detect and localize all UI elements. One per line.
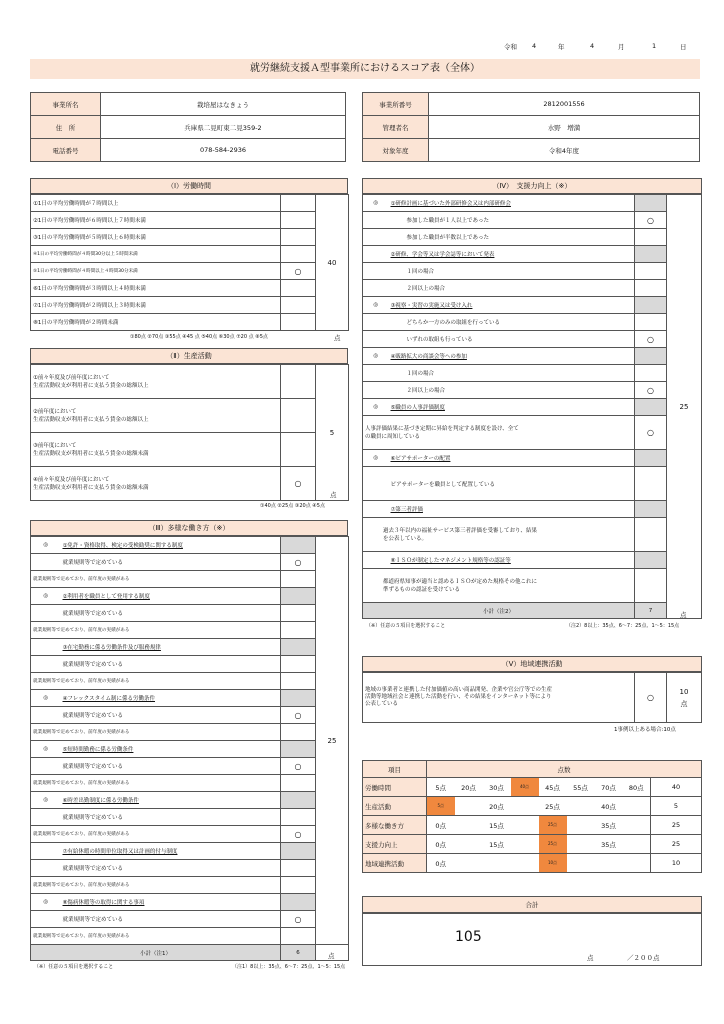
s3-item-3-heading: ③在宅勤務に係る労働条件及び服務規律: [61, 639, 281, 656]
s3-item-2-option-a: 就業規則等で定めている: [61, 605, 281, 622]
s4-row-6-marker: [363, 280, 389, 297]
s4-mark-12: ○: [635, 382, 667, 399]
s3-item-3-blank: [281, 639, 316, 656]
s5-text: [363, 673, 635, 723]
s3-item-3-option-a: 就業規則等で定めている: [61, 656, 281, 673]
score-row-2-cell-2: [455, 797, 483, 816]
s3-item-7-option-b: 就業規則等で定めており、前年度の実績がある: [31, 877, 281, 894]
s3-item-6-blank: [281, 792, 316, 809]
score-table: [362, 760, 702, 873]
s2-row-2-line-2: 生産活動収支が利用者に支払う賃金の総額以上: [33, 416, 149, 423]
info-table-right: [362, 92, 700, 162]
section-3-table: [30, 536, 349, 961]
s4-third-heading: ⑦第三者評価: [389, 501, 635, 518]
s4-row-7-marker: ◎: [363, 297, 389, 314]
score-row-2-cell-8: [623, 797, 651, 816]
s3-item-7-marker: [31, 843, 61, 860]
s2-row-1-line-2: 生産活動収支が利用者に支払う賃金の総額以上: [33, 382, 149, 389]
s4-third-text: [363, 518, 635, 552]
section-2-table: [30, 364, 349, 501]
s4-mark-2: ○: [635, 212, 667, 229]
score-row-3-cell-1: 0点: [427, 816, 455, 835]
s3-item-2-heading: ②利用者を職員として登用する制度: [61, 588, 281, 605]
s4-iso-blank: [635, 552, 667, 569]
score-row-4-cell-4: [511, 835, 539, 854]
date-year-unit: 年: [558, 43, 565, 51]
s1-row-3: ③1日の平均労働時間が５時間以上６時間未満: [31, 229, 281, 246]
s5-line-2: 活動等地域社会と連携した活動を行い、その結果をインターネット等により: [365, 694, 552, 700]
score-row-2-cell-3: 20点: [483, 797, 511, 816]
score-row-5-cell-7: [595, 854, 623, 873]
s3-item-7-heading: ⑦有給休暇の時間単位取得又は計画的付与制度: [61, 843, 281, 860]
score-row-5-cell-6: [567, 854, 595, 873]
s3-item-4-mark-b: [281, 724, 316, 741]
score-row-3-cell-6: [567, 816, 595, 835]
s2-row-4: [31, 467, 281, 501]
s3-item-3-mark-b: [281, 673, 316, 690]
s4-third-blank: [635, 501, 667, 518]
s2-mark-1: [281, 365, 316, 399]
s3-item-7-option-a: 就業規則等で定めている: [61, 860, 281, 877]
s4-row-10: ④販路拡大の商談会等への参加: [389, 348, 635, 365]
score-row-1-cell-6: 55点: [567, 778, 595, 797]
s1-score: 40: [316, 195, 349, 331]
s4-third-line-2: を公表している。: [383, 535, 428, 542]
s3-item-7-mark-a: [281, 860, 316, 877]
s1-row-1: ①1日の平均労働時間が７時間以上: [31, 195, 281, 212]
s3-item-7-mark-b: [281, 877, 316, 894]
s4-note-right: （注2）8以上：35点、6～7：25点、1～5：15点: [566, 623, 680, 629]
s5-line-3: 公表している: [365, 701, 399, 707]
s1-unit: 点: [334, 334, 341, 342]
s4-iso-heading: ⑧ＩＳＯが制定したマネジメント規格等の認証等: [389, 552, 635, 569]
s3-item-1-marker: ◎: [31, 537, 61, 554]
score-header-item: 項目: [363, 761, 427, 778]
s3-score: 25: [316, 537, 349, 945]
s4-peer-marker: ◎: [363, 450, 389, 467]
s3-item-4-pad-a: [31, 707, 61, 724]
s3-item-8-blank: [281, 894, 316, 911]
address-value: 兵庫県二見町東二見359-2: [101, 116, 346, 139]
s1-mark-6: [281, 280, 316, 297]
s3-item-6-pad-a: [31, 809, 61, 826]
s4-mark-11: [635, 365, 667, 382]
s4-third-mark: [635, 518, 667, 552]
score-row-2-cell-4: [511, 797, 539, 816]
score-row-1-cell-5: 45点: [539, 778, 567, 797]
s3-subtotal: 6: [281, 945, 316, 961]
s3-item-8-heading: ⑧傷病休暇等の取得に関する事項: [61, 894, 281, 911]
s1-mark-4: [281, 246, 316, 263]
s3-item-5-marker: ◎: [31, 741, 61, 758]
s2-row-2-line-1: ②前年度において: [33, 408, 77, 415]
s2-row-1: [31, 365, 281, 399]
score-row-4-cell-2: [455, 835, 483, 854]
section-5-title: （Ⅴ）地域連携活動: [362, 656, 702, 672]
s3-item-1-mark-a: ○: [281, 554, 316, 571]
section-3-title: （Ⅲ）多様な働き方（※）: [30, 520, 348, 536]
s2-mark-4: ○: [281, 467, 316, 501]
s1-row-8: ⑧1日の平均労働時間が２時間未満: [31, 314, 281, 331]
total-value: 105: [455, 929, 482, 945]
score-row-5-label: 地域連携活動: [363, 854, 427, 873]
s4-row-3-marker: [363, 229, 389, 246]
s3-item-4-heading: ④フレックスタイム制に係る労働条件: [61, 690, 281, 707]
score-row-4-cell-1: 0点: [427, 835, 455, 854]
section-5-table: [362, 672, 702, 723]
s3-unit: 点: [328, 952, 335, 960]
s3-item-3-marker: [31, 639, 61, 656]
score-row-5-cell-4: [511, 854, 539, 873]
s4-row-2-marker: [363, 212, 389, 229]
s4-score: 25: [667, 195, 702, 619]
s3-item-2-mark-b: [281, 622, 316, 639]
s4-third-pad: [363, 501, 389, 518]
s3-item-6-option-b: 就業規則等で定めており、前年度の実績がある: [31, 826, 281, 843]
office-label: 事業所名: [31, 93, 101, 116]
score-row-5-cell-2: [455, 854, 483, 873]
s4-mark-6: [635, 280, 667, 297]
s5-note: 1事例以上ある場合:10点: [614, 727, 676, 733]
s3-item-5-option-a: 就業規則等で定めている: [61, 758, 281, 775]
s4-row-6: ２回以上の場合: [389, 280, 635, 297]
date-era: 令和: [504, 43, 517, 51]
score-row-1-cell-4: 40点: [511, 778, 539, 797]
s2-score: 5: [316, 365, 349, 501]
s1-mark-7: [281, 297, 316, 314]
s1-row-5: ⑤1日の平均労働時間が４時間以上４時間30分未満: [31, 263, 281, 280]
score-row-3-cell-4: [511, 816, 539, 835]
s4-row-11: １回の場合: [389, 365, 635, 382]
s3-item-1-option-b: 就業規則等で定めており、前年度の実績がある: [31, 571, 281, 588]
s3-item-5-mark-b: [281, 775, 316, 792]
s4-row-1-marker: ◎: [363, 195, 389, 212]
s3-item-3-option-b: 就業規則等で定めており、前年度の実績がある: [31, 673, 281, 690]
s4-mark-8: [635, 314, 667, 331]
s3-item-8-marker: ◎: [31, 894, 61, 911]
s4-row-13: ⑤職員の人事評価制度: [389, 399, 635, 416]
score-row-4-cell-5: 25点: [539, 835, 567, 854]
s3-item-4-mark-a: ○: [281, 707, 316, 724]
s3-item-1-option-a: 就業規則等で定めている: [61, 554, 281, 571]
score-row-2-total: 5: [651, 797, 702, 816]
date-month: 4: [590, 42, 595, 50]
s2-note: ①40点 ②25点 ③20点 ④5点: [260, 503, 325, 509]
s3-item-5-pad-a: [31, 758, 61, 775]
number-label: 事業所番号: [363, 93, 429, 116]
s1-row-2: ②1日の平均労働時間が６時間以上７時間未満: [31, 212, 281, 229]
s4-row-9-marker: [363, 331, 389, 348]
s4-row-4: ②研修、学会等又は学会誌等において発表: [389, 246, 635, 263]
total-max: ／２００点: [627, 954, 660, 962]
s3-item-4-marker: ◎: [31, 690, 61, 707]
s2-row-2: [31, 399, 281, 433]
s1-row-4: ④1日の平均労働時間が４時間30分以上５時間未満: [31, 246, 281, 263]
s3-item-8-mark-a: ○: [281, 911, 316, 928]
s2-unit: 点: [330, 491, 337, 499]
s3-item-5-blank: [281, 741, 316, 758]
s4-eval-line-1: 人事評価結果に基づき定期に昇給を判定する制度を設け、全て: [365, 425, 519, 432]
s4-subtotal-label: 小計（注2）: [363, 603, 635, 619]
s4-row-12-marker: [363, 382, 389, 399]
s4-row-2: 参加した職員が１人以上であった: [389, 212, 635, 229]
s4-mark-9: ○: [635, 331, 667, 348]
s3-item-6-option-a: 就業規則等で定めている: [61, 809, 281, 826]
s4-row-13-marker: ◎: [363, 399, 389, 416]
s4-row-10-marker: ◎: [363, 348, 389, 365]
score-header-points: 点数: [427, 761, 702, 778]
s1-mark-5: ○: [281, 263, 316, 280]
date-day-unit: 日: [680, 43, 687, 51]
page-title: 就労継続支援Ａ型事業所におけるスコア表（全体）: [30, 59, 700, 79]
s4-row-7: ③視察・実習の実施又は受け入れ: [389, 297, 635, 314]
score-row-5-cell-1: 0点: [427, 854, 455, 873]
s4-peer-heading: ⑥ピアサポーターの配置: [389, 450, 635, 467]
s5-score-cell: [667, 673, 702, 723]
s4-mark-3: [635, 229, 667, 246]
s3-item-1-mark-b: [281, 571, 316, 588]
s3-item-2-option-b: 就業規則等で定めており、前年度の実績がある: [31, 622, 281, 639]
year-label: 対象年度: [363, 139, 429, 162]
score-row-3-cell-5: 25点: [539, 816, 567, 835]
s4-row-4-marker: [363, 246, 389, 263]
s2-row-3: [31, 433, 281, 467]
s3-item-4-blank: [281, 690, 316, 707]
s1-row-7: ⑦1日の平均労働時間が２時間以上３時間未満: [31, 297, 281, 314]
score-row-4-label: 支援力向上: [363, 835, 427, 854]
s4-iso-text: [363, 569, 635, 603]
phone-label: 電話番号: [31, 139, 101, 162]
s4-mark-4: [635, 246, 667, 263]
score-row-5-total: 10: [651, 854, 702, 873]
score-row-1-cell-2: 20点: [455, 778, 483, 797]
s4-subtotal: 7: [635, 603, 667, 619]
s2-row-3-line-2: 生産活動収支が利用者に支払う賃金の総額未満: [33, 450, 149, 457]
s3-item-5-mark-a: ○: [281, 758, 316, 775]
s4-iso-line-1: 都道府県知事が適当と認めるＩＳＯが定めた規格その他これに: [383, 578, 538, 585]
total-unit: 点: [587, 954, 594, 962]
score-row-5-cell-3: [483, 854, 511, 873]
s2-mark-3: [281, 433, 316, 467]
s4-mark-10: [635, 348, 667, 365]
date-month-unit: 月: [618, 43, 625, 51]
s2-row-3-line-1: ③前年度において: [33, 442, 77, 449]
s4-row-12: ２回以上の場合: [389, 382, 635, 399]
address-label: 住 所: [31, 116, 101, 139]
section-4-title: （Ⅳ） 支援力向上（※）: [362, 178, 702, 194]
s3-item-8-pad-a: [31, 911, 61, 928]
phone-value: 078-584-2936: [101, 139, 346, 162]
s4-peer-blank: [635, 450, 667, 467]
score-row-2-label: 生産活動: [363, 797, 427, 816]
s3-item-4-option-a: 就業規則等で定めている: [61, 707, 281, 724]
s4-third-line-1: 過去３年以内の福祉サービス第三者評価を受審しており、結果: [383, 527, 538, 534]
info-table-left: [30, 92, 346, 162]
score-row-4-cell-8: [623, 835, 651, 854]
section-1-title: （Ⅰ）労働時間: [30, 178, 348, 194]
score-row-4-cell-7: 35点: [595, 835, 623, 854]
s3-item-3-mark-a: [281, 656, 316, 673]
s2-row-4-line-2: 生産活動収支が利用者に支払う賃金の総額未満: [33, 484, 149, 491]
score-row-2-cell-5: 25点: [539, 797, 567, 816]
s4-row-3: 参加した職員が半数以上であった: [389, 229, 635, 246]
total-title: 合計: [362, 896, 702, 914]
s5-mark: ○: [635, 673, 667, 723]
s4-peer-mark: [635, 467, 667, 501]
s1-mark-8: [281, 314, 316, 331]
score-row-5-cell-8: [623, 854, 651, 873]
score-row-4-cell-3: 15点: [483, 835, 511, 854]
score-row-1-label: 労働時間: [363, 778, 427, 797]
s4-note-left: （※）任意の５項目を選択すること: [366, 623, 446, 629]
s3-item-5-option-b: 就業規則等で定めており、前年度の実績がある: [31, 775, 281, 792]
s4-eval: [363, 416, 635, 450]
s4-peer-pad: [363, 467, 389, 501]
year-value: 令和4年度: [429, 139, 700, 162]
s1-mark-1: [281, 195, 316, 212]
score-row-1-total: 40: [651, 778, 702, 797]
section-4-table: [362, 194, 702, 619]
s4-row-8: どちらか一方のみの取組を行っている: [389, 314, 635, 331]
s4-eval-mark: ○: [635, 416, 667, 450]
date-day: 1: [652, 42, 657, 50]
s5-line-1: 地域の事業者と連携した付加価値の高い商品開発、企業や官公庁等での生産: [365, 687, 553, 693]
score-row-3-total: 25: [651, 816, 702, 835]
score-row-4-total: 25: [651, 835, 702, 854]
score-row-3-cell-7: 35点: [595, 816, 623, 835]
s4-iso-pad: [363, 552, 389, 569]
s3-item-4-option-b: 就業規則等で定めており、前年度の実績がある: [31, 724, 281, 741]
s1-mark-3: [281, 229, 316, 246]
date-year: 4: [532, 42, 537, 50]
score-row-3-cell-3: 15点: [483, 816, 511, 835]
s3-item-7-pad-a: [31, 860, 61, 877]
total-box: [362, 912, 702, 966]
s3-item-1-heading: ①免許・資格取得、検定の受検勧奨に関する制度: [61, 537, 281, 554]
s3-item-6-mark-b: ○: [281, 826, 316, 843]
s3-item-6-mark-a: [281, 809, 316, 826]
s3-item-3-pad-a: [31, 656, 61, 673]
score-row-3-cell-2: [455, 816, 483, 835]
s2-mark-2: [281, 399, 316, 433]
number-value: 2812001556: [429, 93, 700, 116]
s1-row-6: ⑥1日の平均労働時間が３時間以上４時間未満: [31, 280, 281, 297]
s3-item-8-mark-b: [281, 928, 316, 945]
s1-note: ①80点 ②70点 ③55点 ④45 点 ⑤40点 ⑥30点 ⑦20 点 ⑧5点: [130, 334, 268, 340]
s2-row-4-line-1: ④前々年度及び前年度において: [33, 476, 110, 483]
s1-mark-2: [281, 212, 316, 229]
s3-item-2-marker: ◎: [31, 588, 61, 605]
s2-row-1-line-1: ①前々年度及び前年度において: [33, 374, 110, 381]
score-row-1-cell-8: 80点: [623, 778, 651, 797]
s4-row-11-marker: [363, 365, 389, 382]
score-row-1-cell-3: 30点: [483, 778, 511, 797]
score-row-2-cell-6: [567, 797, 595, 816]
s3-note-right: （注1）8以上：35点、6～7：25点、1～5：15点: [232, 964, 346, 970]
s5-score: 10: [679, 687, 689, 696]
s3-item-6-heading: ⑥時差出勤制度に係る労働条件: [61, 792, 281, 809]
s3-item-1-pad-a: [31, 554, 61, 571]
s4-row-8-marker: [363, 314, 389, 331]
s4-mark-1: [635, 195, 667, 212]
section-2-title: （Ⅱ）生産活動: [30, 348, 348, 364]
manager-value: 水野 増満: [429, 116, 700, 139]
score-row-1-cell-7: 70点: [595, 778, 623, 797]
s3-item-2-pad-a: [31, 605, 61, 622]
s4-mark-7: [635, 297, 667, 314]
s4-mark-5: [635, 263, 667, 280]
score-row-3-label: 多様な働き方: [363, 816, 427, 835]
s3-item-6-marker: ◎: [31, 792, 61, 809]
s4-peer-text: ピアサポーターを職員として配置している: [389, 467, 635, 501]
s3-item-8-option-b: 就業規則等で定めており、前年度の実績がある: [31, 928, 281, 945]
s4-mark-13: [635, 399, 667, 416]
s4-row-5-marker: [363, 263, 389, 280]
s4-row-5: １回の場合: [389, 263, 635, 280]
s4-eval-line-2: の職員に周知している: [365, 433, 421, 440]
s3-item-7-blank: [281, 843, 316, 860]
s3-item-2-mark-a: [281, 605, 316, 622]
s3-item-1-blank: [281, 537, 316, 554]
s3-item-8-option-a: 就業規則等で定めている: [61, 911, 281, 928]
s4-row-9: いずれの取組も行っている: [389, 331, 635, 348]
s4-row-1: ①研修計画に基づいた外部研修会又は内部研修会: [389, 195, 635, 212]
office-value: 栽培屋はなきょう: [101, 93, 346, 116]
s4-iso-line-2: 準ずるものの認証を受けている: [383, 586, 461, 593]
score-row-5-cell-5: 10点: [539, 854, 567, 873]
score-row-4-cell-6: [567, 835, 595, 854]
s5-unit: 点: [680, 699, 688, 708]
s3-item-2-blank: [281, 588, 316, 605]
section-1-table: [30, 194, 349, 331]
s4-iso-mark: [635, 569, 667, 603]
score-row-3-cell-8: [623, 816, 651, 835]
score-row-1-cell-1: 5点: [427, 778, 455, 797]
score-row-2-cell-7: 40点: [595, 797, 623, 816]
s3-subtotal-label: 小計（注1）: [31, 945, 281, 961]
s4-unit: 点: [680, 611, 687, 619]
s3-note-left: （※）任意の５項目を選択すること: [34, 964, 114, 970]
manager-label: 管理者名: [363, 116, 429, 139]
s3-item-5-heading: ⑤短時間勤務に係る労働条件: [61, 741, 281, 758]
score-row-2-cell-1: 5点: [427, 797, 455, 816]
